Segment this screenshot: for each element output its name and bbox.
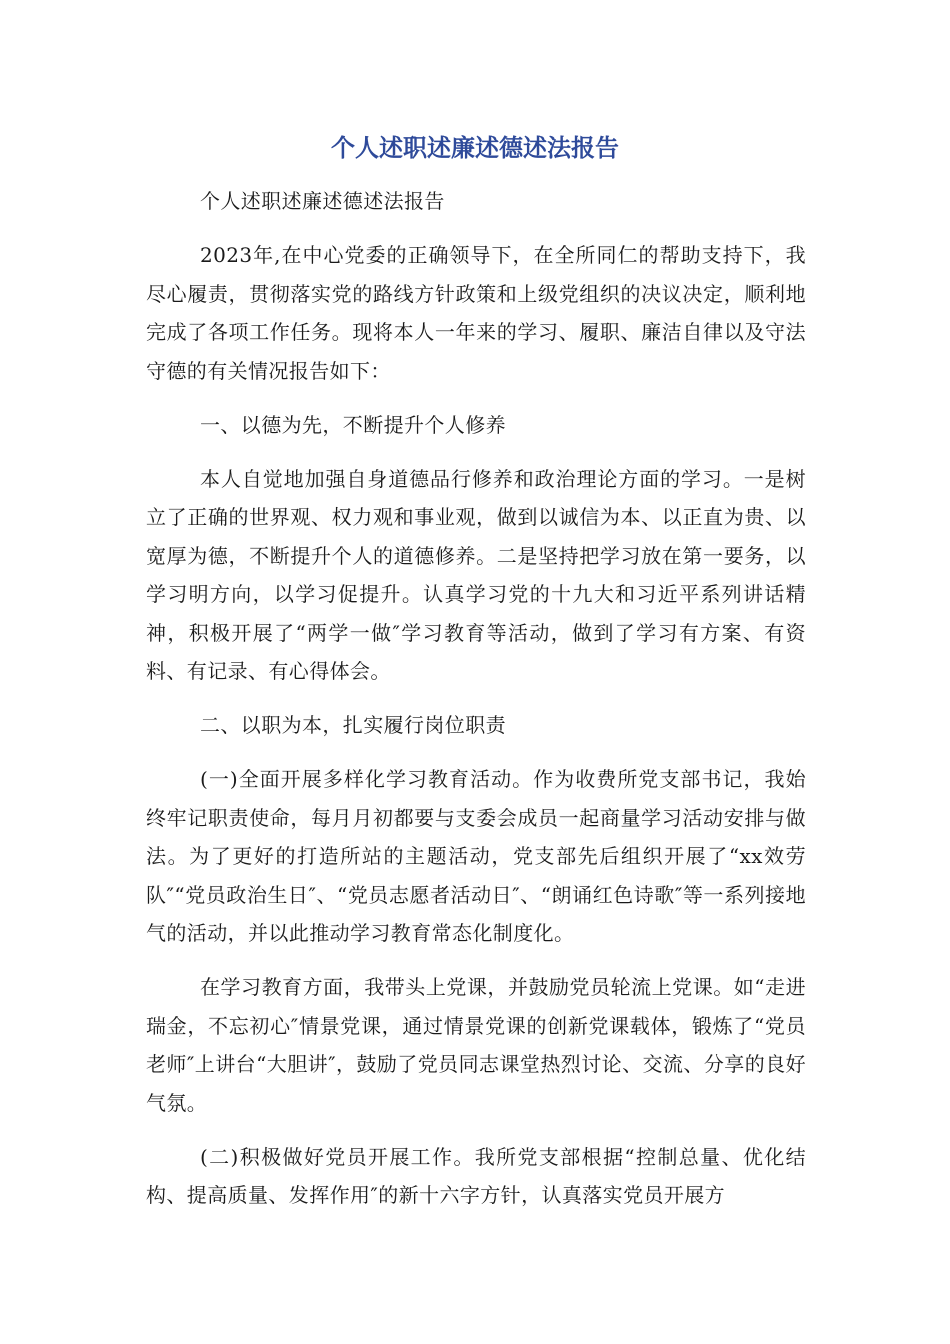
intro-paragraph: 2023年,在中心党委的正确领导下，在全所同仁的帮助支持下，我尽心履责，贯彻落实党的路线方针政策和上级党组织的决议决定，顺利地完成了各项工作任务。现将本人一年来的学习、履职、廉洁自律以及守法守德的有关情况报告如下： — [146, 243, 806, 383]
section-1-paragraph: 本人自觉地加强自身道德品行修养和政治理论方面的学习。一是树立了正确的世界观、权力观和事业观，做到以诚信为本、以正直为贵、以宽厚为德，不断提升个人的道德修养。二是坚持把学习放在第一要务，以学习明方向，以学习促提升。认真学习党的十九大和习近平系列讲话精神，积极开展了“两学一做″学习教育等活动，做到了学习有方案、有资料、有记录、有心得体会。 — [146, 466, 806, 683]
section-heading-2: 二、以职为本，扎实履行岗位职责 — [200, 713, 506, 737]
document-title: 个人述职述廉述德述法报告 — [331, 134, 619, 162]
section-2-paragraph-2: 在学习教育方面，我带头上党课，并鼓励党员轮流上党课。如“走进瑞金，不忘初心″情景党课，通过情景党课的创新党课载体，锻炼了“党员老师″上讲台“大胆讲″，鼓励了党员同志课堂热烈讨论、交流、分享的良好气氛。 — [146, 975, 806, 1115]
document-body — [146, 182, 806, 1230]
subtitle-paragraph: 个人述职述廉述德述法报告 — [200, 189, 445, 213]
section-heading-1: 一、以德为先，不断提升个人修养 — [200, 412, 506, 437]
section-2-paragraph-1: (一)全面开展多样化学习教育活动。作为收费所党支部书记，我始终牢记职责使命，每月月初都要与支委会成员一起商量学习活动安排与做法。为了更好的打造所站的主题活动，党支部先后组织开展了“xx效劳队″“党员政治生日″、“党员志愿者活动日″、“朗诵红色诗歌″等一系列接地气的活动，并以此推动学习教育常态化制度化。 — [146, 767, 806, 945]
section-2-paragraph-3: (二)积极做好党员开展工作。我所党支部根据“控制总量、优化结构、提高质量、发挥作用″的新十六字方针，认真落实党员开展方 — [146, 1144, 806, 1207]
